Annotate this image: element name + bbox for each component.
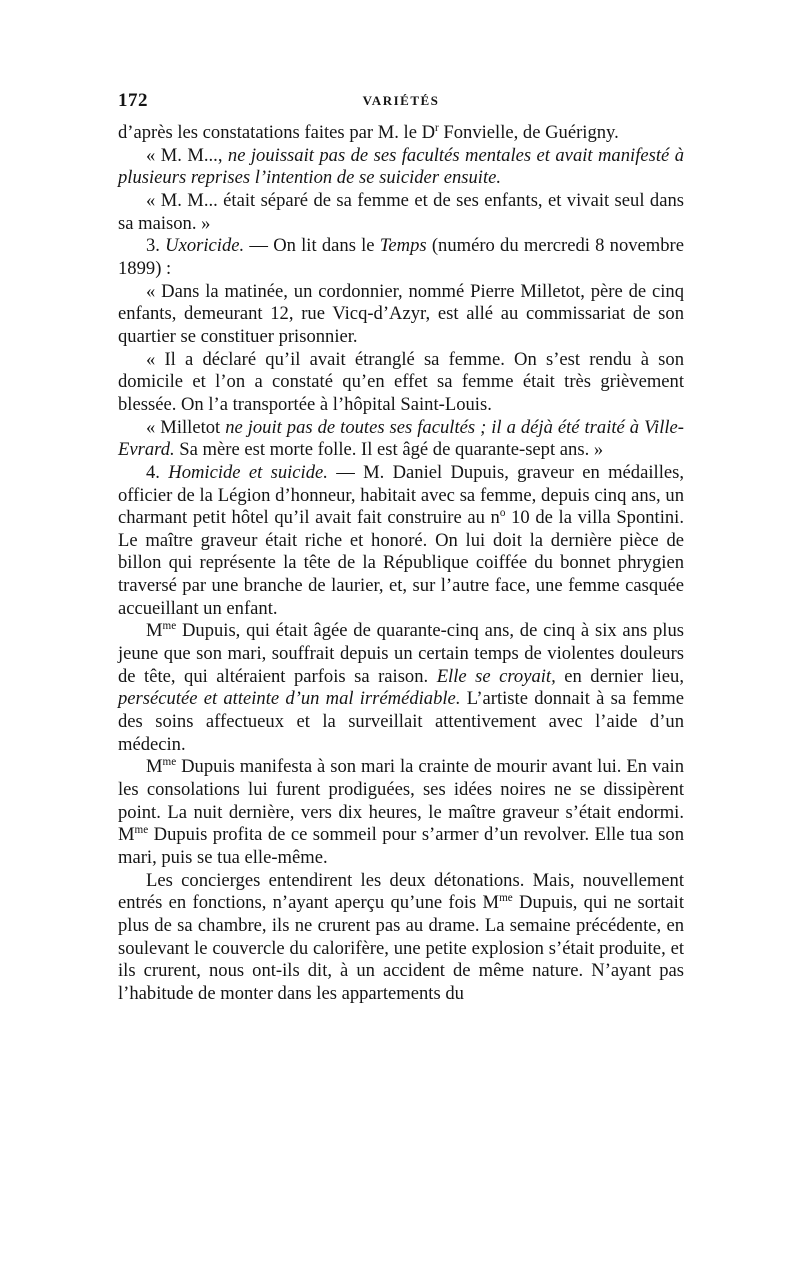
paragraph: [118, 870, 684, 1006]
superscript: me: [134, 824, 149, 837]
superscript: r: [435, 121, 439, 134]
paragraph: [118, 620, 684, 756]
paragraph: [118, 417, 684, 462]
text-run: « Milletot: [146, 416, 226, 438]
text-run: 4.: [146, 461, 169, 483]
italic-text: ne jouit pas de toutes ses facultés ; il a déjà été traité à Ville-Evrard.: [118, 416, 684, 461]
text-run: Dupuis profita de ce sommeil pour s’armer d’un revolver. Elle tua son mari, puis se tua elle-même.: [118, 824, 684, 868]
text-run: — On lit dans le: [244, 235, 380, 257]
paragraph: [118, 462, 684, 621]
italic-text: ne jouissait pas de ses facultés mentales et avait manifesté à plusieurs reprises l’intention de se suicider ensuite.: [118, 144, 684, 189]
text-run: Dupuis, qui était âgée de quarante-cinq ans, de cinq à six ans plus jeune que son mari, souffrait depuis un certain temps de violentes douleurs de tête, qui altéraient parfois sa raison.: [118, 620, 684, 687]
text-run: (numéro du mercredi 8 novembre 1899) :: [118, 235, 685, 279]
paragraph: [118, 190, 684, 235]
paragraph: [118, 145, 684, 190]
text-run: M: [146, 756, 163, 778]
page-number: 172: [118, 90, 148, 111]
text-run: 3.: [146, 235, 166, 257]
paragraph: [118, 122, 684, 145]
text-run: en dernier lieu,: [555, 665, 684, 687]
superscript: o: [499, 506, 506, 519]
text-run: « Dans la matinée, un cordonnier, nommé Pierre Milletot, père de cinq enfants, demeurant 12, rue Vicq-d’Azyr, est allé au commissariat de son quartier se constituer prisonnier.: [118, 280, 684, 347]
paragraph: [118, 756, 684, 869]
paragraph: [118, 235, 684, 280]
text-run: — M. Daniel Dupuis, graveur en médailles, officier de la Légion d’honneur, habitait avec sa femme, depuis cinq ans, un charmant petit hôtel qu’il avait fait construire au n: [118, 461, 684, 529]
paragraph: [118, 349, 684, 417]
italic-text: Elle se croyait,: [436, 665, 556, 687]
text-run: M: [146, 620, 163, 642]
italic-text: Temps: [379, 235, 427, 257]
text-run: 10 de la villa Spontini. Le maître graveur était riche et honoré. On lui doit la dernière pièce de billon qui représente la tête de la République coiffée du bonnet phrygien traversé par une branche de laurier, et, sur l’autre face, une femme casquée accueillant un enfant.: [118, 507, 684, 619]
italic-text: Uxoricide.: [165, 235, 245, 257]
text-run: « M. M... était séparé de sa femme et de ses enfants, et vivait seul dans sa maison. »: [118, 189, 684, 234]
superscript: me: [499, 892, 513, 905]
superscript: me: [162, 756, 177, 769]
book-page: [118, 90, 684, 1006]
text-run: Les concierges entendirent les deux détonations. Mais, nouvellement entrés en fonctions, n’ayant aperçu qu’une fois M: [118, 869, 684, 914]
text-run: Dupuis, qui ne sortait plus de sa chambre, ils ne crurent pas au drame. La semaine précédente, en soulevant le couvercle du calorifère, une petite explosion s’était produite, et ils crurent, nous ont-ils dit, à un accident de même nature. N’ayant pas l’habitude de monter dans les appartements du: [118, 892, 684, 1004]
text-run: Sa mère est morte folle. Il est âgé de quarante-sept ans. »: [174, 439, 604, 461]
text-run: L’artiste donnait à sa femme des soins affectueux et la surveillait attentivement avec l’aide d’un médecin.: [118, 688, 684, 755]
body-text: [118, 122, 684, 1006]
text-run: d’après les constatations faites par M. le D: [118, 122, 436, 143]
page-header: [118, 90, 684, 122]
running-head: VARIÉTÉS: [362, 93, 440, 108]
paragraph: [118, 281, 684, 349]
text-run: Fonvielle, de Guérigny.: [438, 122, 619, 143]
text-run: Dupuis manifesta à son mari la crainte de mourir avant lui. En vain les consolations lui furent prodiguées, ses idées noires ne se dissipèrent point. La nuit dernière, vers dix heures, le maître graveur s’était endormi. M: [118, 756, 684, 846]
italic-text: Homicide et suicide.: [168, 461, 328, 483]
text-run: « M. M...,: [146, 144, 228, 166]
text-run: « Il a déclaré qu’il avait étranglé sa femme. On s’est rendu à son domicile et l’on a constaté qu’en effet sa femme était très grièvement blessée. On l’a transportée à l’hôpital Saint-Louis.: [118, 348, 684, 415]
italic-text: persécutée et atteinte d’un mal irrémédiable.: [118, 688, 461, 710]
superscript: me: [162, 620, 177, 633]
